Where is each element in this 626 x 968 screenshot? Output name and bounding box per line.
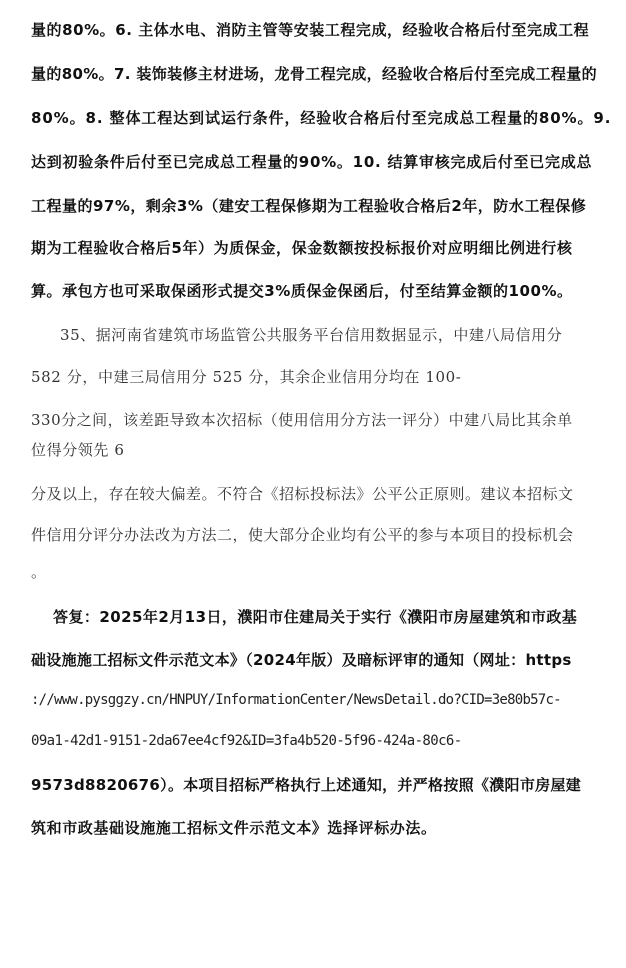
text-line: 工程量的97%，剩余3%（建安工程保修期为工程验收合格后2年，防水工程保修 bbox=[31, 197, 587, 215]
text-line: 。 bbox=[31, 563, 47, 581]
url-text-line: ://www.pysggzy.cn/HNPUY/InformationCenter/NewsDetail.do?CID=3e80b57c- bbox=[31, 692, 561, 708]
text-line: 582 分，中建三局信用分 525 分，其余企业信用分均在 100- bbox=[31, 368, 462, 386]
text-line: 330分之间，该差距导致本次招标（使用信用分方法一评分）中建八局比其余单 bbox=[31, 411, 573, 429]
text-line: 答复：2025年2月13日，濮阳市住建局关于实行《濮阳市房屋建筑和市政基 bbox=[53, 608, 578, 626]
text-line: 算。承包方也可采取保函形式提交3%质保金保函后，付至结算金额的100%。 bbox=[31, 282, 573, 300]
text-line: 9573d8820676）。本项目招标严格执行上述通知，并严格按照《濮阳市房屋建 bbox=[31, 776, 582, 794]
text-line: 件信用分评分办法改为方法二，使大部分企业均有公平的参与本项目的投标机会 bbox=[31, 526, 574, 544]
text-line: 筑和市政基础设施施工招标文件示范文本》选择评标办法。 bbox=[31, 819, 437, 837]
text-line: 80%。8. 整体工程达到试运行条件，经验收合格后付至完成总工程量的80%。9. bbox=[31, 109, 612, 127]
text-line: 分及以上，存在较大偏差。不符合《招标投标法》公平公正原则。建议本招标文 bbox=[31, 485, 574, 503]
text-line: 础设施施工招标文件示范文本》（2024年版）及暗标评审的通知（网址：https bbox=[31, 651, 572, 669]
text-line: 期为工程验收合格后5年）为质保金，保金数额按投标报价对应明细比例进行核 bbox=[31, 239, 573, 257]
text-line: 量的80%。6. 主体水电、消防主管等安装工程完成，经验收合格后付至完成工程 bbox=[31, 21, 590, 39]
text-line: 达到初验条件后付至已完成总工程量的90%。10. 结算审核完成后付至已完成总 bbox=[31, 153, 593, 171]
url-text-line: 09a1-42d1-9151-2da67ee4cf92&ID=3fa4b520-5f96-424a-80c6- bbox=[31, 733, 462, 749]
text-line: 35、据河南省建筑市场监管公共服务平台信用数据显示，中建八局信用分 bbox=[60, 326, 563, 344]
text-line: 位得分领先 6 bbox=[31, 441, 125, 459]
text-line: 量的80%。7. 装饰装修主材进场，龙骨工程完成，经验收合格后付至完成工程量的 bbox=[31, 65, 597, 83]
